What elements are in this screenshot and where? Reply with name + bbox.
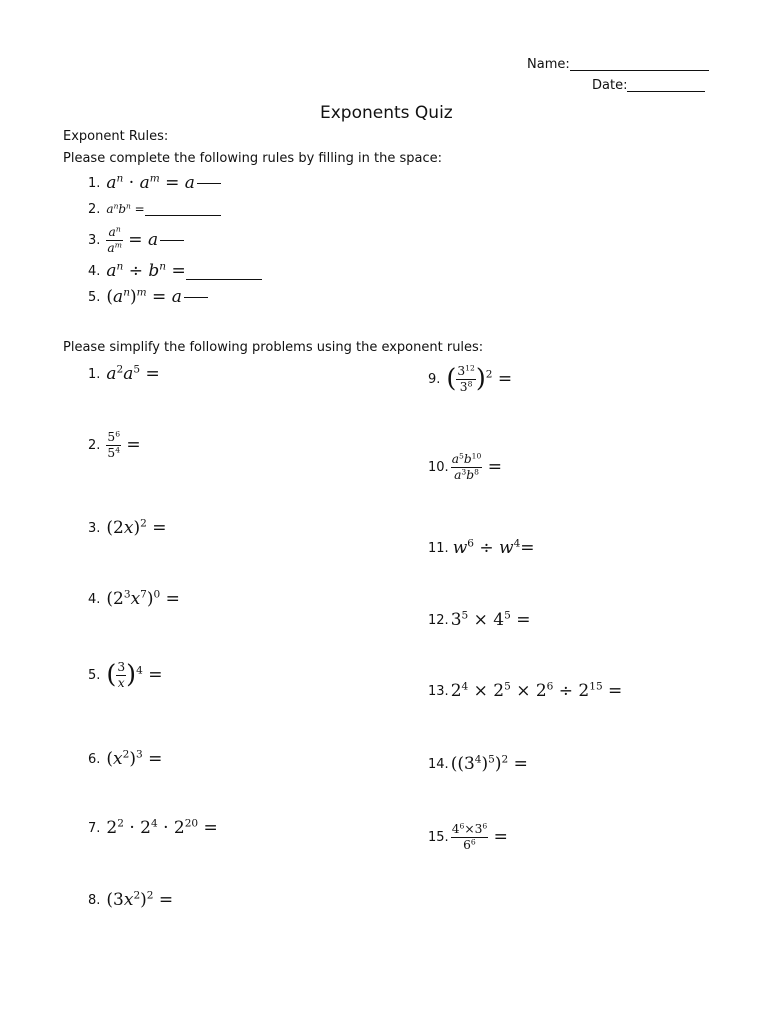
rule-number: 5. [88, 290, 101, 305]
problem-number: 3. [88, 521, 101, 536]
problem-7: 7. $2^2 \cdot 2^4 \cdot 2^{20}$ = [88, 817, 218, 838]
problem-8: 8. $(3x^2)^2$ = [88, 889, 174, 910]
date-label: Date: [592, 78, 628, 93]
problem-number: 14. [428, 757, 449, 772]
name-blank-line[interactable] [570, 58, 709, 71]
rule-number: 3. [88, 232, 101, 248]
problem-13: 13. $2^4 \times 2^5 \times 2^6 \div 2^{15}$ = [428, 680, 623, 701]
rules-heading: Exponent Rules: [63, 129, 169, 144]
problem-number: 11. [428, 541, 449, 556]
page-title: Exponents Quiz [320, 103, 453, 123]
problem-number: 7. [88, 821, 101, 836]
problem-number: 5. [88, 667, 101, 683]
fraction: $\frac{5^6}{5^4}$ [107, 429, 121, 460]
rule-4: 4. $a^n \div b^n$ = [88, 263, 262, 280]
problem-9: 9. ( $\frac{3^{12}}{3^8}$ )$^2$ = [428, 363, 513, 394]
problem-number: 1. [88, 367, 101, 382]
date-blank-line[interactable] [627, 79, 705, 92]
name-field[interactable] [527, 58, 709, 71]
simplify-instruction: Please simplify the following problems using the exponent rules: [63, 340, 484, 355]
rule-answer-blank[interactable] [186, 279, 262, 280]
problem-14: 14. $((3^4)^5)^2$ = [428, 753, 528, 774]
problem-number: 9. [428, 371, 441, 387]
rules-instruction: Please complete the following rules by filling in the space: [63, 151, 443, 166]
fraction: $\frac{3^{12}}{3^8}$ [457, 363, 475, 394]
problem-number: 6. [88, 752, 101, 767]
problem-number: 8. [88, 893, 101, 908]
rule-1: 1. $a^n \cdot a^m = a$ [88, 175, 221, 192]
problem-15: 15. $\frac{4^6\times 3^6}{6^6}$ = [428, 821, 508, 852]
fraction: $\frac{a^5b^{10}}{a^3b^8}$ [451, 451, 482, 482]
problem-2: 2. $\frac{5^6}{5^4}$ = [88, 429, 141, 460]
rule-number: 2. [88, 202, 101, 217]
problem-6: 6. $(x^2)^3$ = [88, 748, 163, 769]
fraction: $\frac{3}{x}$ [117, 660, 126, 690]
rule-5: 5. $(a^n)^m = a$ [88, 289, 208, 306]
problem-3: 3. $(2x)^2$ = [88, 517, 167, 538]
rule-exponent-blank[interactable] [197, 183, 221, 184]
problem-10: 10. $\frac{a^5b^{10}}{a^3b^8}$ = [428, 451, 502, 482]
problem-1: 1. $a^2a^5$ = [88, 363, 160, 384]
problem-number: 12. [428, 613, 449, 628]
rule-number: 4. [88, 264, 101, 279]
rule-answer-blank[interactable] [145, 215, 221, 216]
name-label: Name: [527, 57, 570, 72]
problem-number: 2. [88, 437, 101, 453]
rule-exponent-blank[interactable] [160, 240, 184, 241]
problem-11: 11. $w^6 \div w^4=$ [428, 537, 535, 558]
date-field[interactable] [592, 79, 705, 92]
problem-number: 13. [428, 684, 449, 699]
problem-12: 12. $3^5 \times 4^5$ = [428, 609, 531, 630]
fraction: $\frac{a^n}{a^m}$ [107, 224, 122, 255]
rule-number: 1. [88, 176, 101, 191]
rule-2: 2. $a^nb^n$ = [88, 203, 221, 216]
rule-exponent-blank[interactable] [184, 297, 208, 298]
problem-number: 10. [428, 459, 449, 475]
fraction: $\frac{4^6\times 3^6}{6^6}$ [451, 821, 488, 852]
problem-5: 5. ( $\frac{3}{x}$ )$^4$ = [88, 659, 163, 690]
problem-number: 4. [88, 592, 101, 607]
problem-4: 4. $(2^3x^7)^0$ = [88, 588, 180, 609]
rule-3: 3. $\frac{a^n}{a^m}$ = a [88, 226, 184, 255]
problem-number: 15. [428, 829, 449, 845]
